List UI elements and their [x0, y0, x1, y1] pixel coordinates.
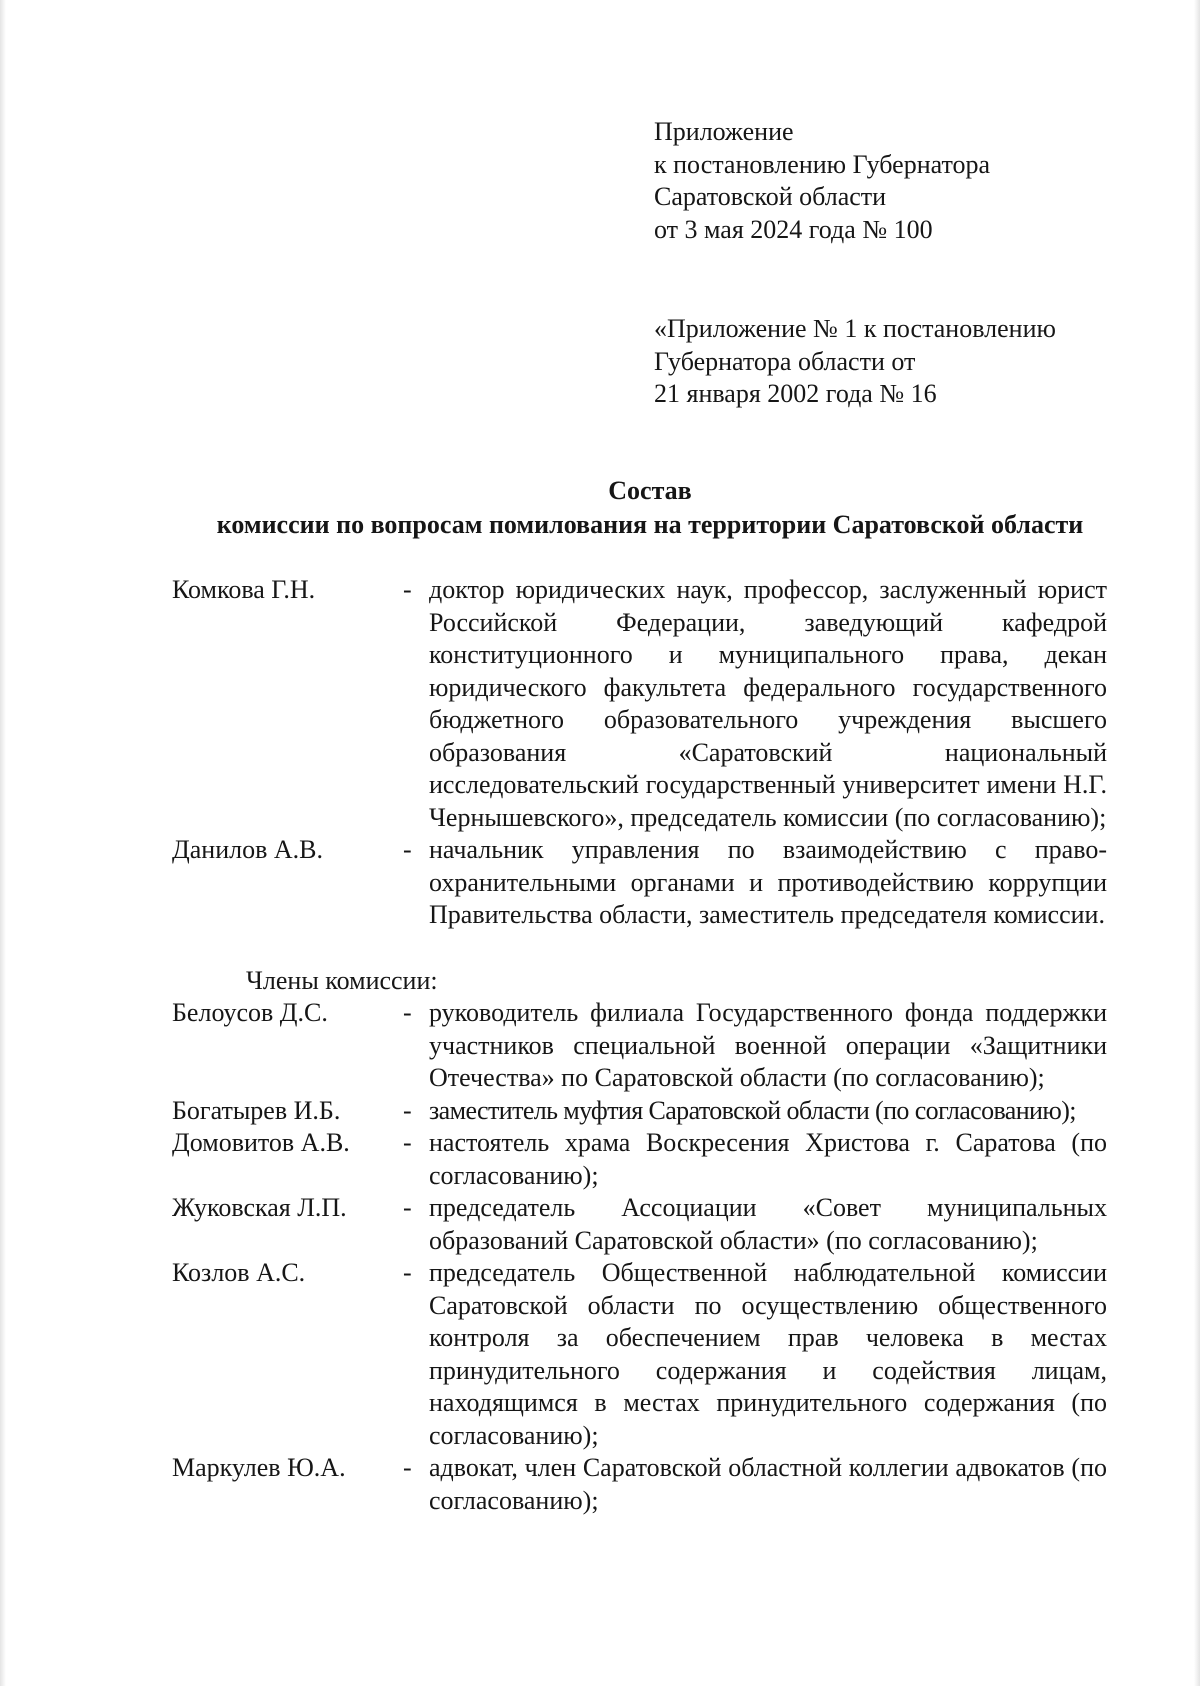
appendix-line: Губернатора области от [654, 346, 916, 376]
member-name: Козлов А.С. [172, 1258, 306, 1287]
member-dash: - [403, 1128, 412, 1157]
member-description: председатель Общественной наблюдательной комиссии Саратовской области по осуществлению общественного контроля за обеспечением прав человека в местах принудительного содержания и содействия лицам, находящимся в местах принудительного содержания (по согласованию); [429, 1258, 1107, 1450]
member-description: руководитель филиала Государственного фонда поддержки участников специальной военной операции «Защитники Отечества» по Саратовской области (по согласованию); [429, 998, 1107, 1092]
commission-composition [172, 574, 1107, 1517]
appendix-current-reference [654, 116, 990, 246]
member-dash: - [403, 998, 412, 1027]
member-row [172, 1127, 1107, 1192]
member-description: доктор юридических наук, профессор, заслуженный юрист Российской Федерации, заведующий кафедрой конституционного и муниципального права, декан юридического факультета федерального государственного бюджетного образовательного учреждения высшего образования «Саратовский национальный исследовательский государственный университет имени Н.Г. Чернышевского», председатель комиссии (по согласованию); [429, 575, 1107, 832]
appendix-line: к постановлению Губернатора [654, 149, 991, 179]
member-name: Комкова Г.Н. [172, 575, 316, 604]
member-dash: - [403, 1258, 412, 1287]
member-name: Жуковская Л.П. [172, 1193, 347, 1222]
member-description: начальник управления по взаимодействию с правоохранительными органами и противодействию коррупции Правительства области, заместитель председателя комиссии. [429, 835, 1107, 929]
member-row [172, 1095, 1107, 1128]
appendix-line: «Приложение № 1 к постановлению [654, 314, 1056, 343]
member-name: Маркулев Ю.А. [172, 1453, 346, 1482]
member-dash: - [403, 1193, 412, 1222]
member-dash: - [403, 1453, 412, 1482]
member-description: настоятель храма Воскресения Христова г. Саратова (по согласованию); [429, 1128, 1107, 1190]
member-description: председатель Ассоциации «Совет муниципальных образований Саратовской области» (по согласованию); [429, 1193, 1107, 1255]
member-dash: - [403, 835, 412, 864]
member-row [172, 1452, 1107, 1517]
member-description: заместитель муфтия Саратовской области (по согласованию); [429, 1095, 1076, 1125]
member-dash: - [403, 575, 412, 604]
member-row [172, 1192, 1107, 1257]
appendix-line: Саратовской области [654, 182, 887, 211]
member-name: Белоусов Д.С. [172, 998, 328, 1027]
appendix-original-reference [654, 313, 1056, 411]
scan-edge-right [1194, 0, 1200, 1686]
title-line-2: комиссии по вопросам помилования на территории Саратовской области [216, 510, 1084, 539]
member-row [172, 1257, 1107, 1452]
document-title [150, 474, 1150, 542]
member-row-deputy-chairman [172, 834, 1107, 932]
title-line-1: Состав [608, 476, 692, 505]
member-row [172, 997, 1107, 1095]
appendix-line: Приложение [654, 117, 794, 146]
appendix-line: 21 января 2002 года № 16 [654, 379, 937, 408]
member-row-chairman [172, 574, 1107, 834]
member-name: Данилов А.В. [172, 835, 323, 864]
member-dash: - [403, 1095, 412, 1125]
member-description: адвокат, член Саратовской областной коллегии адвокатов (по согласованию); [429, 1453, 1107, 1515]
scan-edge-left [0, 0, 6, 1686]
appendix-line: от 3 мая 2024 года № 100 [654, 214, 933, 244]
member-name: Домовитов А.В. [172, 1128, 350, 1157]
members-section-label: Члены комиссии: [246, 965, 438, 995]
member-name: Богатырев И.Б. [172, 1095, 341, 1125]
